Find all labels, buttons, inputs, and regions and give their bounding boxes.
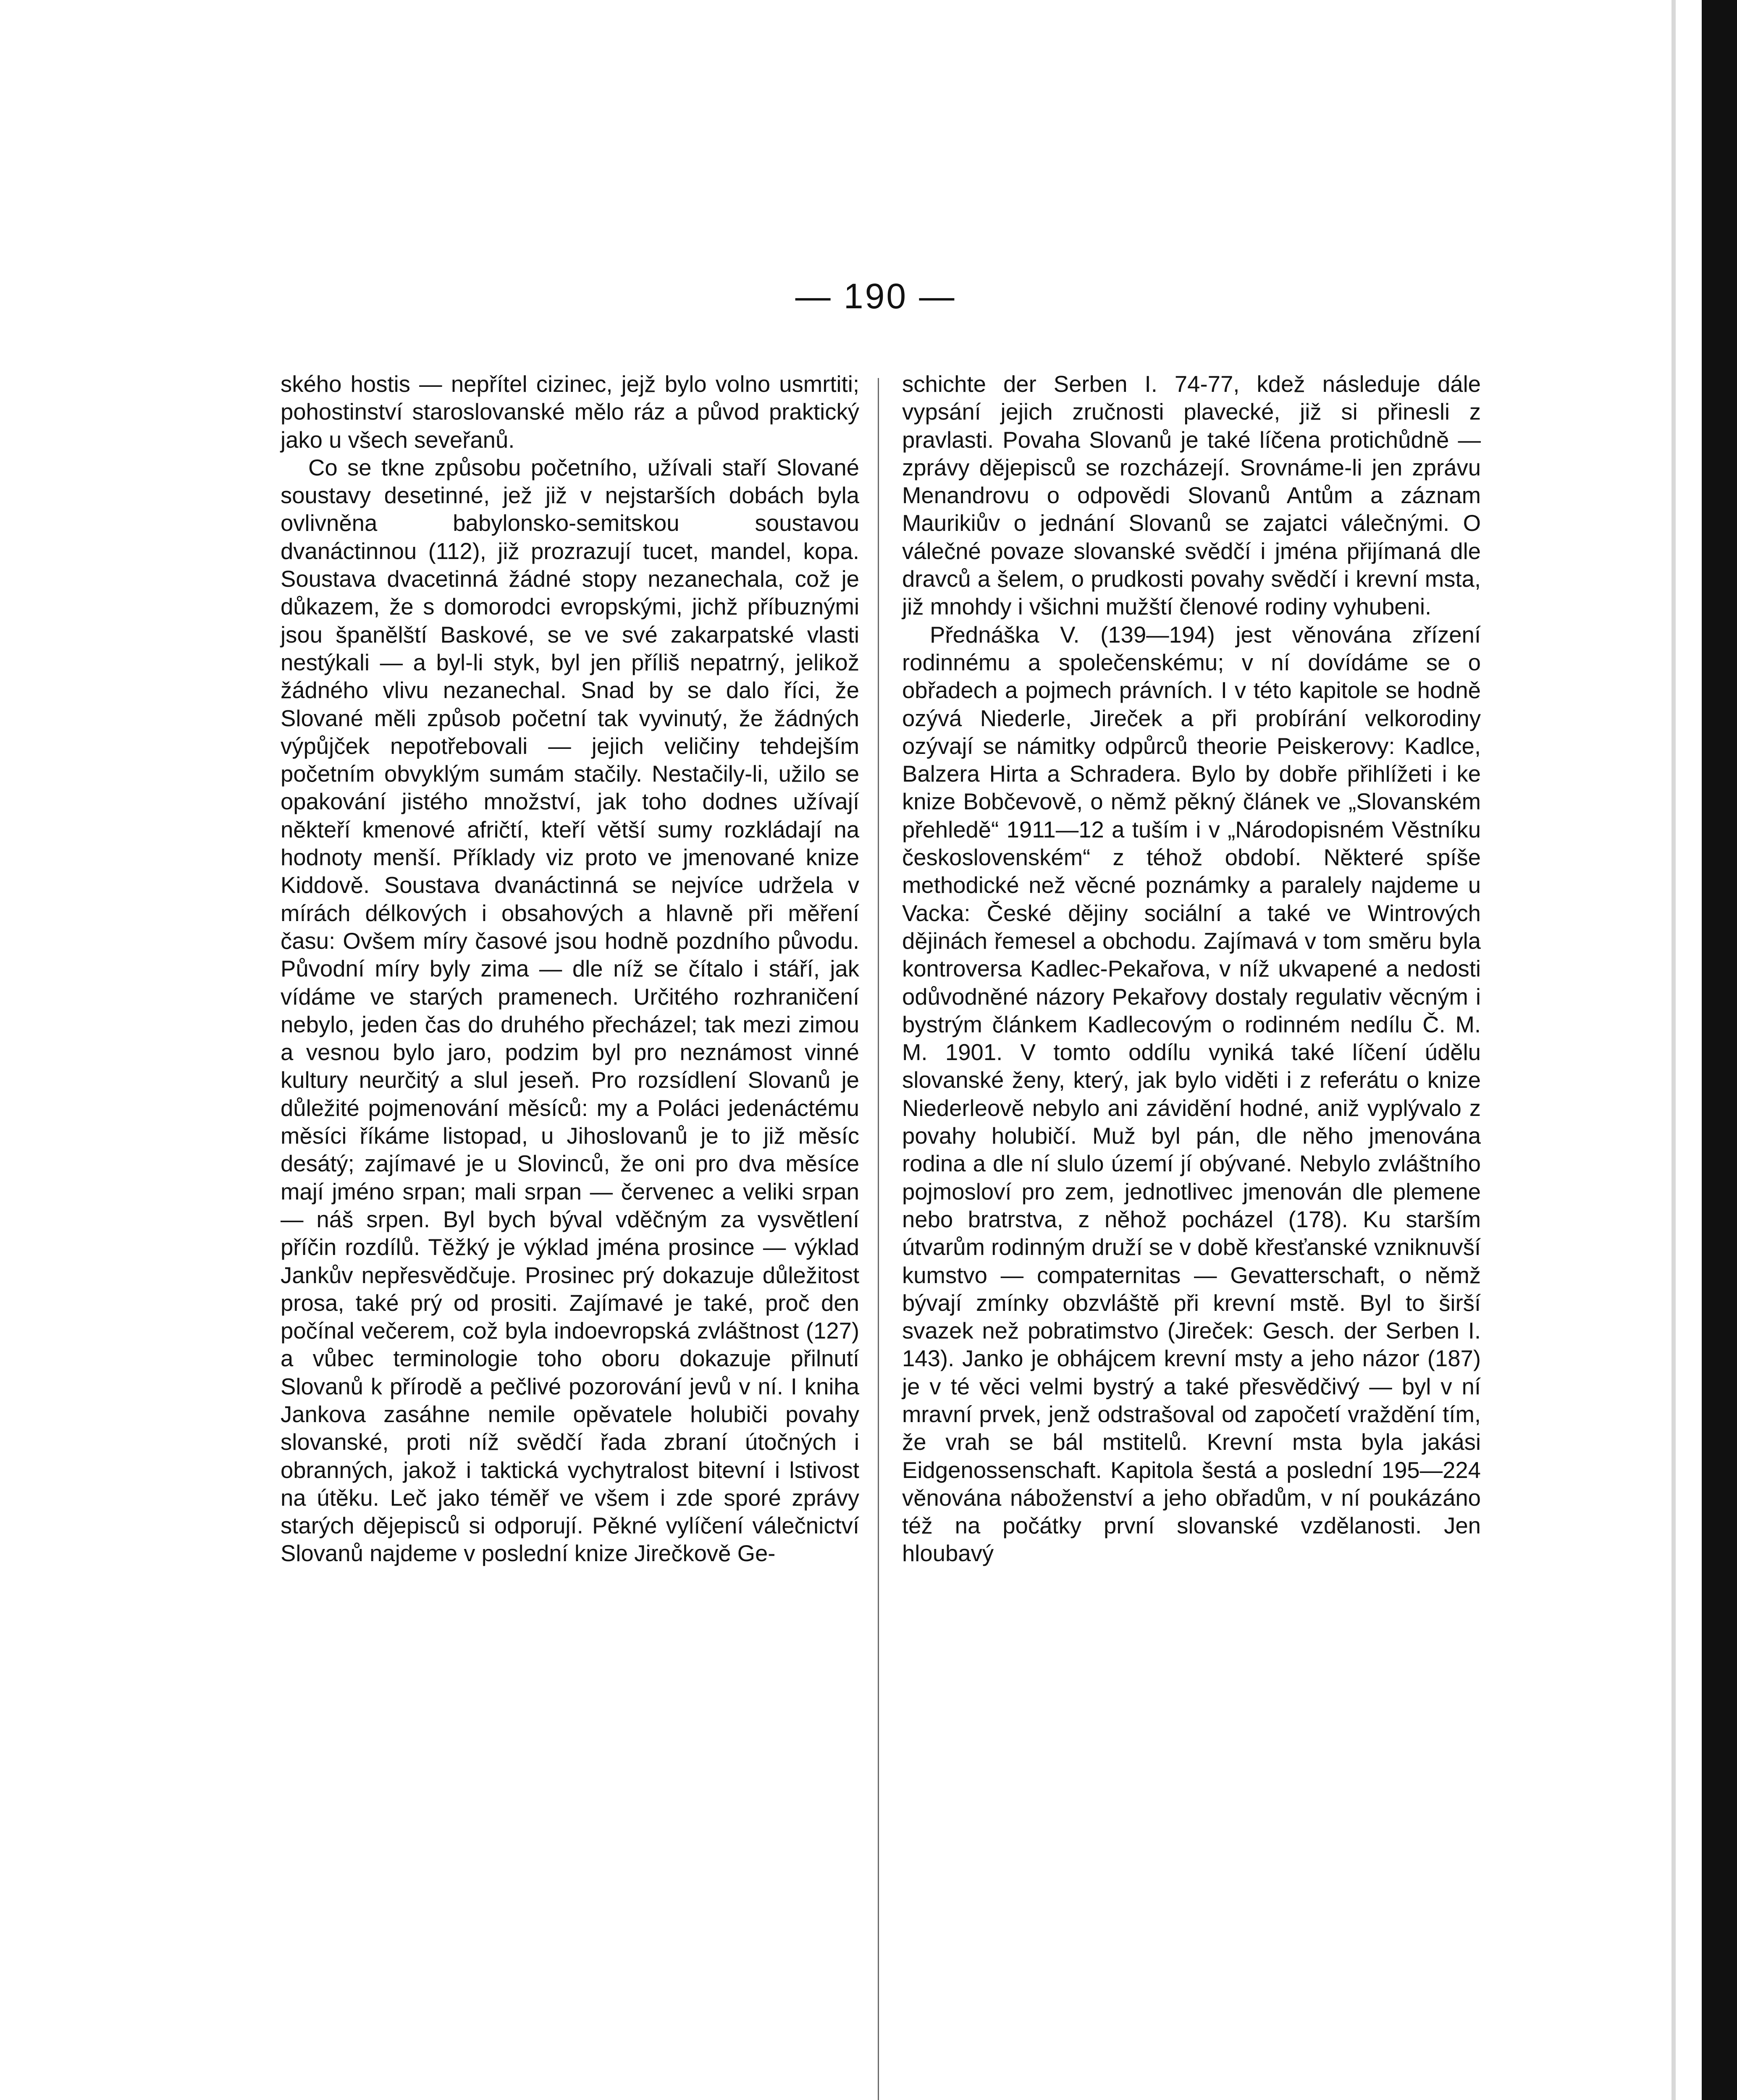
page-edge-line <box>1671 0 1676 2100</box>
right-paragraph-2: Přednáška V. (139—194) jest věnována zřízení rodinnému a společenskému; v ní dovídáme se o obřadech a pojmech právních. I v této kapitole se hodně ozývá Niederle, Jireček a při probírání velkorodiny ozývají se námitky odpůrců theorie Peiskerovy: Kadlce, Balzera Hirta a Schradera. Bylo by dobře přihlížeti i ke knize Bobčevově, o němž pěkný článek ve „Slovanském přehledě“ 1911—12 a tuším i v „Národopisném Věstníku československém“ z téhož období. Některé spíše methodické než věcné poznámky a paralely najdeme u Vacka: České dějiny sociální a také ve Wintrových dějinách řemesel a obchodu. Zajímavá v tom směru byla kontroversa Kadlec-Pekařova, v níž ukvapené a nedosti odůvodněné názory Pekařovy dostaly regulativ věcným i bystrým článkem Kadlecovým o rodinném nedílu Č. M. M. 1901. V tomto oddílu vyniká také líčení údělu slovanské ženy, který, jak bylo viděti i z referátu o knize Niederleově nebylo ani závidění hodné, aniž vyplývalo z povahy holubičí. Muž byl pán, dle něho jmenována rodina a dle ní slulo území jí obývané. Nebylo zvláštního pojmosloví pro zem, jednotlivec jmenován dle plemene nebo bratrstva, z něhož pocházel (178). Ku starším útvarům rodinným druží se v době křesťanské vzniknuvší kumstvo — compaternitas — Gevatterschaft, o němž bývají zmínky obzvláště při krevní mstě. Byl to širší svazek než pobratimstvo (Jireček: Gesch. der Serben I. 143). Janko je obhájcem krevní msty a jeho názor (187) je v té věci velmi bystrý a také přesvědčivý — byl v ní mravní prvek, jenž odstrašoval od započetí vraždění tím, že vrah se bál mstitelů. Krevní msta byla jakási Eidgenossenschaft. Kapitola šestá a poslední 195—224 věnována náboženství a jeho obřadům, v ní poukázáno též na počátky první slovanské vzdělanosti. Jen hloubavý <box>902 622 1481 1567</box>
scan-edge-shadow <box>1702 0 1737 2100</box>
left-paragraph-2: Co se tkne způsobu početního, užívali staří Slované soustavy desetinné, jež již v nejstarších dobách byla ovlivněna babylonsko-semitskou soustavou dvanáctinnou (112), již prozrazují tucet, mandel, kopa. Soustava dvacetinná žádné stopy nezanechala, což je důkazem, že s domorodci evropskými, jichž příbuznými jsou španělští Baskové, se ve své zakarpatské vlasti nestýkali — a byl-li styk, byl jen příliš nepatrný, jelikož žádného vlivu nezanechal. Snad by se dalo říci, že Slované měli způsob početní tak vyvinutý, že žádných výpůjček nepotřebovali — jejich veličiny tehdejším početním obvyklým sumám stačily. Nestačily-li, užilo se opakování jistého množství, jak toho dodnes užívají někteří kmenové afričtí, kteří větší sumy rozkládají na hodnoty menší. Příklady viz proto ve jmenované knize Kiddově. Soustava dvanáctinná se nejvíce udržela v mírách délkových i obsahových a hlavně při měření času: Ovšem míry časové jsou hodně pozdního původu. Původní míry byly zima — dle níž se čítalo i stáří, jak vídáme ve starých pramenech. Určitého rozhraničení nebylo, jeden čas do druhého přecházel; tak mezi zimou a vesnou bylo jaro, podzim byl pro neznámost vinné kultury neurčitý a slul jeseň. Pro rozsídlení Slovanů je důležité pojmenování měsíců: my a Poláci jedenáctému měsíci říkáme listopad, u Jihoslovanů je to již měsíc desátý; zajímavé je u Slovinců, že oni pro dva měsíce mají jméno srpan; mali srpan — červenec a veliki srpan — náš srpen. Byl bych býval vděčným za vysvětlení příčin rozdílů. Těžký je výklad jména prosince — výklad Jankův nepřesvědčuje. Prosinec prý dokazuje důležitost prosa, také prý od prositi. Zajímavé je také, proč den počínal večerem, což byla indoevropská zvláštnost (127) a vůbec terminologie toho oboru dokazuje přilnutí Slovanů k přírodě a pečlivé pozorování jevů v ní. I kniha Jankova zasáhne nemile opěvatele holubiči povahy slovanské, proti níž svědčí řada zbraní útočných i obranných, jakož i taktická vychytralost bitevní i lstivost na útěku. Leč jako téměř ve všem i zde sporé zprávy starých dějepisců si odporují. Pěkné vylíčení válečnictví Slovanů najdeme v poslední knize Jirečkově Ge- <box>281 454 859 1567</box>
page-number: — 190 — <box>795 276 956 316</box>
right-paragraph-1: schichte der Serben I. 74-77, kdež následuje dále vypsání jejich zručnosti plavecké, již si přinesli z pravlasti. Povaha Slovanů je také líčena protichůdně — zprávy dějepisců se rozcházejí. Srovnáme-li jen zprávu Menandrovu o odpovědi Slovanů Antům a záznam Maurikiův o jednání Slovanů se zajatci válečnými. O válečné povaze slovanské svědčí i jména přijímaná dle dravců a šelem, o prudkosti povahy svědčí i krevní msta, již mnohdy i všichni mužští členové rodiny vyhubeni. <box>902 371 1481 620</box>
left-paragraph-1: ského hostis — nepřítel cizinec, jejž bylo volno usmrtiti; pohostinství staroslovanské mělo ráz a původ praktický jako u všech seveřanů. <box>281 371 859 453</box>
faint-bleed-through <box>101 10 235 39</box>
right-text-column <box>902 370 1481 1568</box>
left-text-column <box>281 370 859 1568</box>
column-divider <box>878 378 879 2100</box>
